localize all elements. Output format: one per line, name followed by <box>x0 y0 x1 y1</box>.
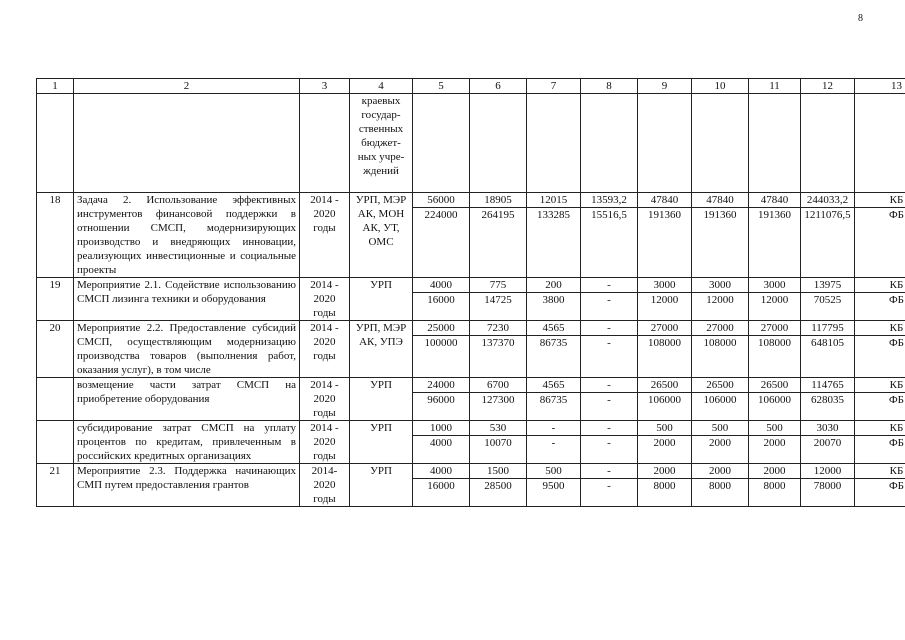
source-cell <box>855 94 905 193</box>
value-cell: 25000 <box>413 321 470 336</box>
value-cell <box>527 94 581 193</box>
row-number-cell: 19 <box>37 278 74 321</box>
table-row <box>37 278 905 293</box>
source-cell: ФБ <box>855 336 905 378</box>
value-cell: 3000 <box>692 278 749 293</box>
value-cell: 27000 <box>749 321 801 336</box>
value-cell: 18905 <box>470 193 527 208</box>
years-cell: 2014 - 2020 годы <box>300 421 350 464</box>
value-cell: 775 <box>470 278 527 293</box>
executor-cell: УРП <box>350 378 413 421</box>
row-number-cell: 18 <box>37 193 74 278</box>
row-number-cell: 21 <box>37 464 74 507</box>
source-cell: ФБ <box>855 393 905 421</box>
value-cell: 2000 <box>692 464 749 479</box>
value-cell: 4000 <box>413 278 470 293</box>
value-cell: 7230 <box>470 321 527 336</box>
value-cell: 108000 <box>692 336 749 378</box>
column-header: 10 <box>692 79 749 94</box>
value-cell: 106000 <box>749 393 801 421</box>
value-cell: 500 <box>749 421 801 436</box>
column-header: 5 <box>413 79 470 94</box>
value-cell: 16000 <box>413 479 470 507</box>
column-header: 1 <box>37 79 74 94</box>
source-cell: КБ <box>855 378 905 393</box>
value-cell: 15516,5 <box>581 208 638 278</box>
source-cell: КБ <box>855 193 905 208</box>
value-cell: - <box>581 421 638 436</box>
value-cell: 86735 <box>527 336 581 378</box>
value-cell: 3800 <box>527 293 581 321</box>
value-cell: 78000 <box>801 479 855 507</box>
column-header: 13 <box>855 79 905 94</box>
value-cell: - <box>581 293 638 321</box>
value-cell <box>638 94 692 193</box>
event-name-cell <box>74 94 300 193</box>
budget-table <box>36 78 905 507</box>
value-cell: 12000 <box>749 293 801 321</box>
value-cell: 137370 <box>470 336 527 378</box>
value-cell: - <box>581 436 638 464</box>
value-cell: 200 <box>527 278 581 293</box>
value-cell: 47840 <box>638 193 692 208</box>
value-cell: 86735 <box>527 393 581 421</box>
years-cell <box>300 94 350 193</box>
value-cell: - <box>581 464 638 479</box>
value-cell: 108000 <box>638 336 692 378</box>
event-name-cell: возмещение части затрат СМСП на приобретение оборудования <box>74 378 300 421</box>
table-row <box>37 378 905 393</box>
value-cell: - <box>581 479 638 507</box>
value-cell: 28500 <box>470 479 527 507</box>
value-cell <box>413 94 470 193</box>
years-cell: 2014 - 2020 годы <box>300 378 350 421</box>
value-cell: 12000 <box>801 464 855 479</box>
value-cell: 100000 <box>413 336 470 378</box>
value-cell: - <box>581 336 638 378</box>
value-cell: 20070 <box>801 436 855 464</box>
value-cell: - <box>527 421 581 436</box>
executor-cell: УРП <box>350 278 413 321</box>
value-cell: 13975 <box>801 278 855 293</box>
value-cell: 127300 <box>470 393 527 421</box>
value-cell: 191360 <box>638 208 692 278</box>
value-cell: 500 <box>692 421 749 436</box>
row-number-cell <box>37 94 74 193</box>
value-cell: 224000 <box>413 208 470 278</box>
value-cell: 16000 <box>413 293 470 321</box>
value-cell: 9500 <box>527 479 581 507</box>
column-header: 9 <box>638 79 692 94</box>
value-cell: 2000 <box>692 436 749 464</box>
page-number: 8 <box>858 13 863 24</box>
value-cell: 8000 <box>638 479 692 507</box>
value-cell: 26500 <box>638 378 692 393</box>
value-cell: 244033,2 <box>801 193 855 208</box>
value-cell: 530 <box>470 421 527 436</box>
value-cell <box>470 94 527 193</box>
value-cell: 26500 <box>692 378 749 393</box>
value-cell <box>801 94 855 193</box>
value-cell: 6700 <box>470 378 527 393</box>
executor-cell: УРП <box>350 421 413 464</box>
source-cell: КБ <box>855 278 905 293</box>
value-cell: - <box>581 278 638 293</box>
value-cell: 264195 <box>470 208 527 278</box>
column-header: 12 <box>801 79 855 94</box>
value-cell: 3030 <box>801 421 855 436</box>
source-cell: ФБ <box>855 293 905 321</box>
column-header: 6 <box>470 79 527 94</box>
source-cell: КБ <box>855 421 905 436</box>
table-row <box>37 321 905 336</box>
value-cell <box>581 94 638 193</box>
value-cell <box>749 94 801 193</box>
value-cell: 628035 <box>801 393 855 421</box>
value-cell: 47840 <box>692 193 749 208</box>
value-cell: 12000 <box>638 293 692 321</box>
years-cell: 2014 - 2020 годы <box>300 278 350 321</box>
source-cell: ФБ <box>855 436 905 464</box>
row-number-cell: 20 <box>37 321 74 378</box>
value-cell: 106000 <box>692 393 749 421</box>
value-cell: 4000 <box>413 436 470 464</box>
value-cell: 500 <box>638 421 692 436</box>
column-header: 4 <box>350 79 413 94</box>
executor-cell: краевых государ-ственных бюджет-ных учре-ждений <box>350 94 413 193</box>
table-row <box>37 464 905 479</box>
column-header: 8 <box>581 79 638 94</box>
value-cell: 2000 <box>749 436 801 464</box>
value-cell: 4565 <box>527 321 581 336</box>
value-cell: 133285 <box>527 208 581 278</box>
value-cell: 10070 <box>470 436 527 464</box>
source-cell: ФБ <box>855 208 905 278</box>
value-cell: - <box>581 321 638 336</box>
value-cell: 3000 <box>638 278 692 293</box>
value-cell: 27000 <box>692 321 749 336</box>
value-cell: 108000 <box>749 336 801 378</box>
value-cell: 114765 <box>801 378 855 393</box>
value-cell: 26500 <box>749 378 801 393</box>
table-row <box>37 193 905 208</box>
years-cell: 2014- 2020 годы <box>300 464 350 507</box>
value-cell: 14725 <box>470 293 527 321</box>
value-cell: 4000 <box>413 464 470 479</box>
value-cell: - <box>527 436 581 464</box>
column-header: 3 <box>300 79 350 94</box>
event-name-cell: Задача 2. Использование эффективных инструментов финансовой поддержки в отношении СМСП, модернизирующих производство и внедряющих инновации, реализующих инвестиционные и социальные проекты <box>74 193 300 278</box>
event-name-cell: Мероприятие 2.2. Предоставление субсидий СМСП, осуществляющим модернизацию производства товаров (выполнения работ, оказания услуг), в том числе <box>74 321 300 378</box>
value-cell: 2000 <box>638 436 692 464</box>
value-cell: 1000 <box>413 421 470 436</box>
value-cell: 117795 <box>801 321 855 336</box>
source-cell: КБ <box>855 464 905 479</box>
value-cell: 12000 <box>692 293 749 321</box>
header-row <box>37 79 905 94</box>
value-cell: - <box>581 378 638 393</box>
executor-cell: УРП, МЭР АК, МОН АК, УТ, ОМС <box>350 193 413 278</box>
value-cell: - <box>581 393 638 421</box>
row-number-cell <box>37 421 74 464</box>
column-header: 11 <box>749 79 801 94</box>
value-cell: 106000 <box>638 393 692 421</box>
executor-cell: УРП <box>350 464 413 507</box>
value-cell: 2000 <box>749 464 801 479</box>
value-cell: 3000 <box>749 278 801 293</box>
table-row <box>37 421 905 436</box>
source-cell: ФБ <box>855 479 905 507</box>
value-cell: 70525 <box>801 293 855 321</box>
value-cell: 2000 <box>638 464 692 479</box>
value-cell: 648105 <box>801 336 855 378</box>
years-cell: 2014 - 2020 годы <box>300 321 350 378</box>
value-cell: 500 <box>527 464 581 479</box>
value-cell <box>692 94 749 193</box>
value-cell: 191360 <box>749 208 801 278</box>
value-cell: 4565 <box>527 378 581 393</box>
years-cell: 2014 - 2020 годы <box>300 193 350 278</box>
value-cell: 13593,2 <box>581 193 638 208</box>
event-name-cell: субсидирование затрат СМСП на уплату процентов по кредитам, привлеченным в российских кредитных организациях <box>74 421 300 464</box>
table-body <box>37 94 905 507</box>
value-cell: 56000 <box>413 193 470 208</box>
value-cell: 96000 <box>413 393 470 421</box>
event-name-cell: Мероприятие 2.1. Содействие использованию СМСП лизинга техники и оборудования <box>74 278 300 321</box>
value-cell: 27000 <box>638 321 692 336</box>
value-cell: 8000 <box>749 479 801 507</box>
continuation-row <box>37 94 905 193</box>
source-cell: КБ <box>855 321 905 336</box>
value-cell: 191360 <box>692 208 749 278</box>
value-cell: 1500 <box>470 464 527 479</box>
column-header: 7 <box>527 79 581 94</box>
row-number-cell <box>37 378 74 421</box>
value-cell: 12015 <box>527 193 581 208</box>
executor-cell: УРП, МЭР АК, УПЭ <box>350 321 413 378</box>
column-header: 2 <box>74 79 300 94</box>
value-cell: 24000 <box>413 378 470 393</box>
value-cell: 1211076,5 <box>801 208 855 278</box>
value-cell: 47840 <box>749 193 801 208</box>
value-cell: 8000 <box>692 479 749 507</box>
event-name-cell: Мероприятие 2.3. Поддержка начинающих СМП путем предоставления грантов <box>74 464 300 507</box>
